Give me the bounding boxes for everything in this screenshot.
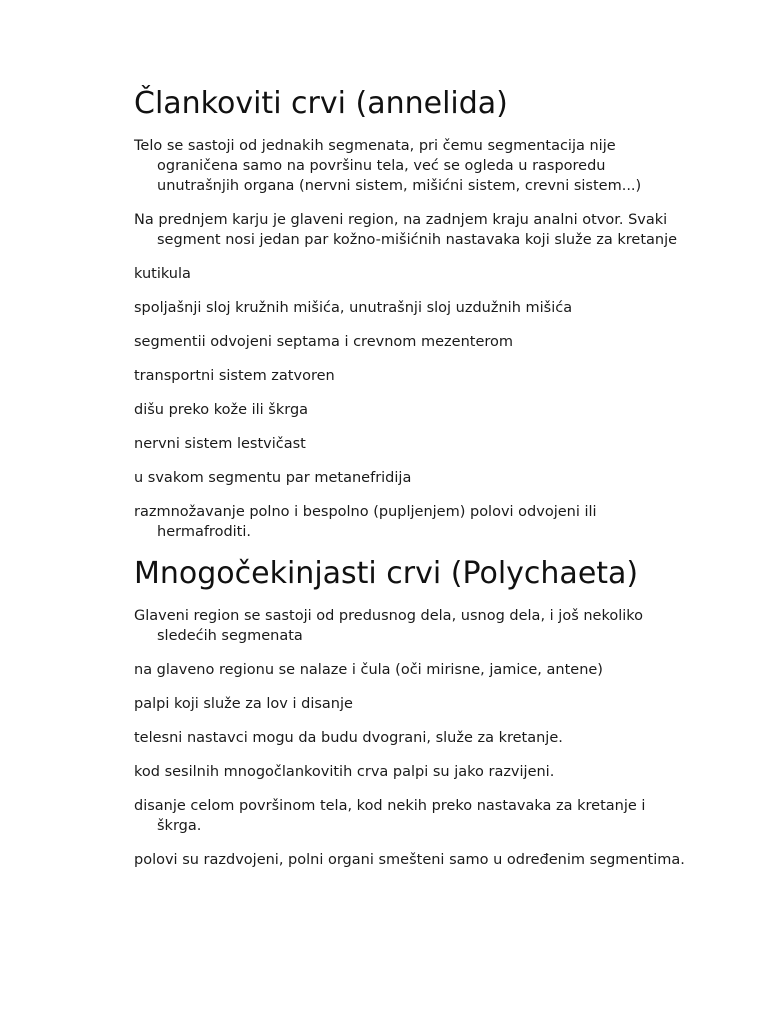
paragraph: spoljašnji sloj kružnih mišića, unutrašnji sloj uzdužnih mišića bbox=[134, 300, 573, 316]
paragraph: polovi su razdvojeni, polni organi smešteni samo u određenim segmentima. bbox=[134, 852, 685, 868]
paragraph: nervni sistem lestvičast bbox=[134, 436, 306, 452]
paragraph: razmnožavanje polno i bespolno (pupljenjem) polovi odvojeni ili hermafroditi. bbox=[134, 504, 597, 540]
paragraph: telesni nastavci mogu da budu dvograni, služe za kretanje. bbox=[134, 730, 563, 746]
paragraph: disanje celom površinom tela, kod nekih preko nastavaka za kretanje i škrga. bbox=[134, 798, 646, 834]
paragraph: Glaveni region se sastoji od predusnog dela, usnog dela, i još nekoliko sledećih segmenata bbox=[134, 608, 644, 644]
paragraph: u svakom segmentu par metanefridija bbox=[134, 470, 412, 486]
paragraph: dišu preko kože ili škrga bbox=[134, 402, 309, 418]
paragraph: Telo se sastoji od jednakih segmenata, pri čemu segmentacija nije ograničena samo na površinu tela, već se ogleda u rasporedu unutrašnjih organa (nervni sistem, mišićni sistem, crevni sistem...) bbox=[134, 138, 642, 194]
section-title-polychaeta: Mnogočekinjasti crvi (Polychaeta) bbox=[134, 556, 639, 591]
paragraph: kod sesilnih mnogočlankovitih crva palpi su jako razvijeni. bbox=[134, 764, 555, 780]
paragraph: palpi koji služe za lov i disanje bbox=[134, 696, 353, 712]
paragraph: transportni sistem zatvoren bbox=[134, 368, 335, 384]
paragraph: Na prednjem karju je glaveni region, na zadnjem kraju analni otvor. Svaki segment nosi jedan par kožno-mišićnih nastavaka koji služe za kretanje bbox=[134, 212, 678, 248]
section-title-annelida: Člankoviti crvi (annelida) bbox=[134, 86, 508, 121]
paragraph: segmentii odvojeni septama i crevnom mezenterom bbox=[134, 334, 514, 350]
paragraph: kutikula bbox=[134, 266, 191, 282]
paragraph: na glaveno regionu se nalaze i čula (oči mirisne, jamice, antene) bbox=[134, 662, 603, 678]
